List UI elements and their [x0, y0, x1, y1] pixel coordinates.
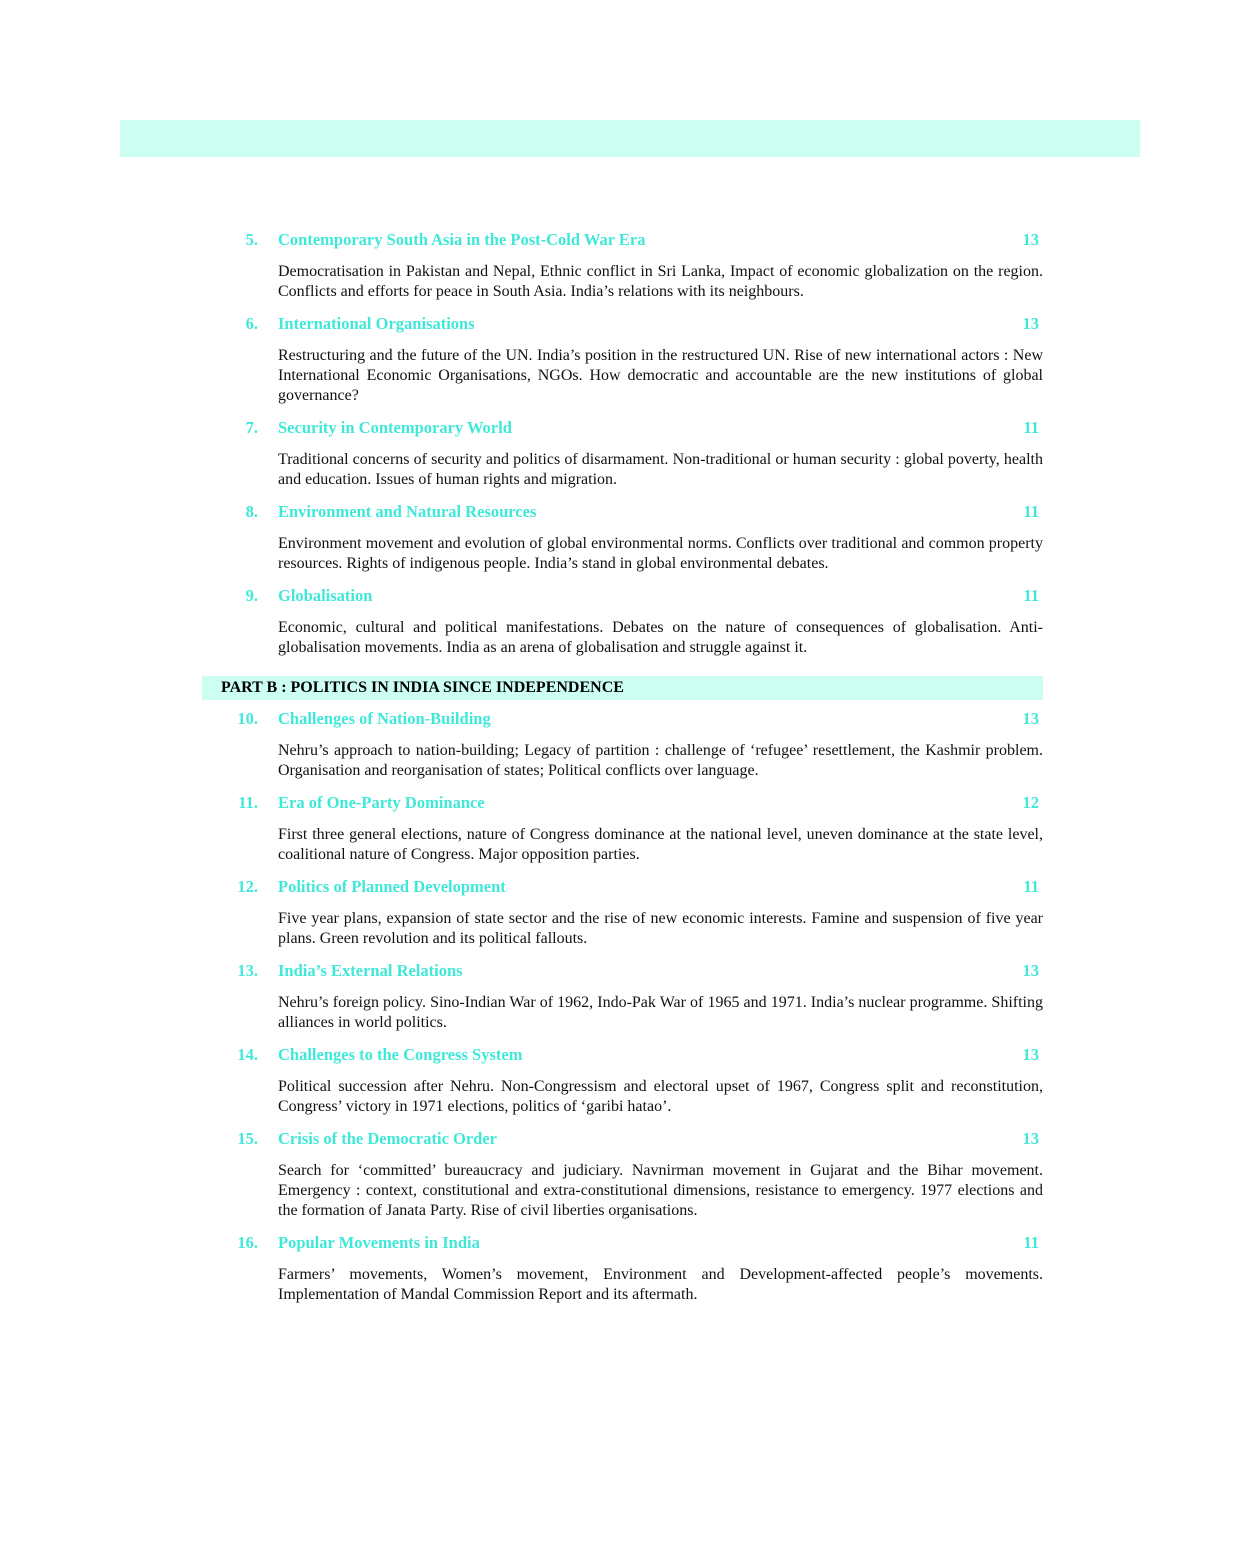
unit-number: 14. [237, 1045, 258, 1064]
syllabus-unit [202, 793, 1043, 865]
unit-description: Farmers’ movements, Women’s movement, Environment and Development-affected people’s movements. Implementation of Mandal Commission Report and its aftermath. [278, 1266, 1043, 1303]
unit-marks: 11 [1023, 502, 1039, 521]
unit-title: Popular Movements in India [278, 1233, 480, 1252]
unit-description: Economic, cultural and political manifestations. Debates on the nature of consequences of globalisation. Anti-globalisation movements. India as an arena of globalisation and struggle against it. [278, 619, 1043, 656]
part-a-units [202, 230, 1043, 658]
unit-marks: 11 [1023, 586, 1039, 605]
unit-title: Contemporary South Asia in the Post-Cold War Era [278, 230, 646, 249]
unit-number: 9. [245, 586, 258, 605]
unit-number: 11. [238, 793, 258, 812]
unit-marks: 13 [1022, 314, 1039, 333]
unit-description: First three general elections, nature of Congress dominance at the national level, uneven dominance at the state level, coalitional nature of Congress. Major opposition parties. [278, 826, 1043, 863]
unit-number: 8. [245, 502, 258, 521]
unit-number: 15. [237, 1129, 258, 1148]
unit-title: Era of One-Party Dominance [278, 793, 485, 812]
unit-title: Politics of Planned Development [278, 877, 506, 896]
unit-description: Search for ‘committed’ bureaucracy and judiciary. Navnirman movement in Gujarat and the Bihar movement. Emergency : context, constitutional and extra-constitutional dimensions, resistance to emergency. 1977 elections and the formation of Janata Party. Rise of civil liberties organisations. [278, 1162, 1043, 1219]
syllabus-unit [202, 314, 1043, 406]
unit-title: Challenges to the Congress System [278, 1045, 523, 1064]
unit-marks: 12 [1022, 793, 1039, 812]
unit-heading [202, 314, 1043, 334]
unit-title: Environment and Natural Resources [278, 502, 537, 521]
unit-heading [202, 877, 1043, 897]
syllabus-unit [202, 502, 1043, 574]
unit-number: 5. [245, 230, 258, 249]
unit-marks: 13 [1022, 961, 1039, 980]
part-b-units [202, 709, 1043, 1305]
unit-heading [202, 1045, 1043, 1065]
syllabus-unit [202, 1045, 1043, 1117]
unit-number: 10. [237, 709, 258, 728]
unit-heading [202, 961, 1043, 981]
unit-heading [202, 709, 1043, 729]
unit-description: Traditional concerns of security and politics of disarmament. Non-traditional or human security : global poverty, health and education. Issues of human rights and migration. [278, 451, 1043, 488]
unit-heading [202, 793, 1043, 813]
syllabus-content [202, 230, 1043, 1317]
syllabus-unit [202, 230, 1043, 302]
unit-number: 7. [245, 418, 258, 437]
part-b-heading: PART B : POLITICS IN INDIA SINCE INDEPENDENCE [202, 676, 1043, 700]
unit-number: 16. [237, 1233, 258, 1252]
unit-title: International Organisations [278, 314, 475, 333]
unit-heading [202, 502, 1043, 522]
unit-description: Restructuring and the future of the UN. India’s position in the restructured UN. Rise of new international actors : New International Economic Organisations, NGOs. How democratic and accountable are the new institutions of global governance? [278, 347, 1043, 404]
unit-heading [202, 1233, 1043, 1253]
unit-title: Security in Contemporary World [278, 418, 512, 437]
unit-heading [202, 1129, 1043, 1149]
unit-description: Nehru’s approach to nation-building; Legacy of partition : challenge of ‘refugee’ resettlement, the Kashmir problem. Organisation and reorganisation of states; Political conflicts over language. [278, 742, 1043, 779]
unit-description: Political succession after Nehru. Non-Congressism and electoral upset of 1967, Congress split and reconstitution, Congress’ victory in 1971 elections, politics of ‘garibi hatao’. [278, 1078, 1043, 1115]
unit-number: 13. [237, 961, 258, 980]
unit-title: Challenges of Nation-Building [278, 709, 491, 728]
unit-description: Five year plans, expansion of state sector and the rise of new economic interests. Famine and suspension of five year plans. Green revolution and its political fallouts. [278, 910, 1043, 947]
syllabus-unit [202, 1233, 1043, 1305]
unit-number: 12. [237, 877, 258, 896]
syllabus-unit [202, 586, 1043, 658]
unit-marks: 13 [1022, 230, 1039, 249]
unit-marks: 11 [1023, 1233, 1039, 1252]
unit-description: Environment movement and evolution of global environmental norms. Conflicts over traditional and common property resources. Rights of indigenous people. India’s stand in global environmental debates. [278, 535, 1043, 572]
unit-title: Globalisation [278, 586, 373, 605]
unit-marks: 13 [1022, 709, 1039, 728]
syllabus-unit [202, 961, 1043, 1033]
unit-title: Crisis of the Democratic Order [278, 1129, 498, 1148]
syllabus-unit [202, 877, 1043, 949]
unit-heading [202, 418, 1043, 438]
unit-marks: 11 [1023, 418, 1039, 437]
unit-number: 6. [245, 314, 258, 333]
unit-heading [202, 230, 1043, 250]
unit-description: Democratisation in Pakistan and Nepal, Ethnic conflict in Sri Lanka, Impact of economic globalization on the region. Conflicts and efforts for peace in South Asia. India’s relations with its neighbours. [278, 263, 1043, 300]
unit-marks: 13 [1022, 1045, 1039, 1064]
unit-marks: 13 [1022, 1129, 1039, 1148]
unit-heading [202, 586, 1043, 606]
unit-description: Nehru’s foreign policy. Sino-Indian War of 1962, Indo-Pak War of 1965 and 1971. India’s nuclear programme. Shifting alliances in world politics. [278, 994, 1043, 1031]
syllabus-unit [202, 418, 1043, 490]
unit-title: India’s External Relations [278, 961, 463, 980]
header-band [120, 120, 1140, 157]
unit-marks: 11 [1023, 877, 1039, 896]
syllabus-unit [202, 709, 1043, 781]
syllabus-unit [202, 1129, 1043, 1221]
